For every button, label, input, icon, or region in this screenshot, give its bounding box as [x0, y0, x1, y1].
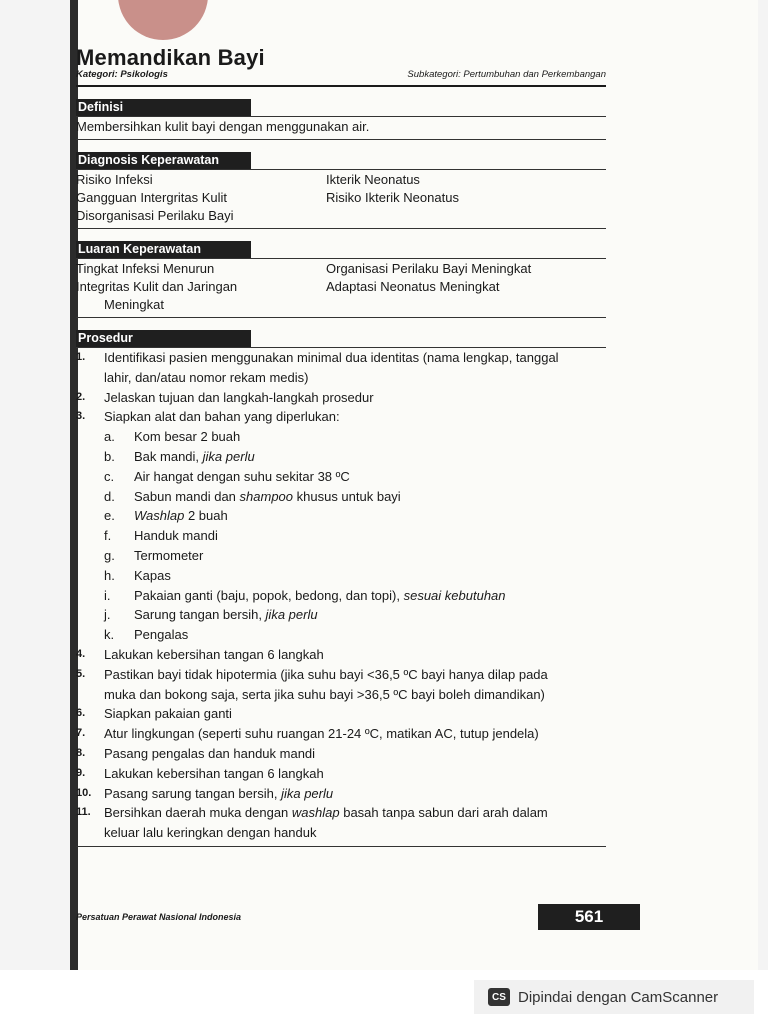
equipment-item: k. Pengalas — [104, 627, 189, 643]
equipment-list — [76, 427, 606, 645]
procedure-step: 4. Lakukan kebersihan tangan 6 langkah — [76, 646, 324, 662]
subkategori-label: Subkategori: Pertumbuhan dan Perkembangan — [407, 69, 606, 80]
meta-row — [76, 70, 606, 87]
procedure-step: 3. Siapkan alat dan bahan yang diperlukan: — [76, 409, 340, 425]
diagnosis-item: Risiko Ikterik Neonatus — [326, 190, 459, 205]
diagnosis-item: Disorganisasi Perilaku Bayi — [76, 208, 234, 223]
luaran-item: Meningkat — [104, 297, 164, 312]
kategori-label: Kategori: Psikologis — [76, 69, 168, 80]
section-label-definisi: Definisi — [76, 99, 251, 116]
section-diagnosis — [76, 152, 606, 229]
procedure-list — [76, 348, 606, 427]
equipment-item: i. Pakaian ganti (baju, popok, bedong, dan topi), sesuai kebutuhan — [104, 587, 506, 603]
equipment-item: b. Bak mandi, jika perlu — [104, 448, 255, 464]
footer-organization: Persatuan Perawat Nasional Indonesia — [76, 912, 242, 922]
equipment-item: g. Termometer — [104, 547, 204, 563]
scanner-text: Dipindai dengan CamScanner — [518, 988, 719, 1006]
procedure-step: 1. Identifikasi pasien menggunakan minimal dua identitas (nama lengkap, tanggal lahir, dan/atau nomor rekam medis) — [76, 350, 559, 385]
camscanner-icon: CS — [488, 988, 510, 1006]
equipment-item: h. Kapas — [104, 567, 171, 583]
section-luaran — [76, 241, 606, 318]
equipment-item: j. Sarung tangan bersih, jika perlu — [104, 607, 318, 623]
definisi-text: Membersihkan kulit bayi dengan menggunakan air. — [76, 119, 370, 134]
equipment-item: a. Kom besar 2 buah — [104, 429, 241, 445]
equipment-item: f. Handuk mandi — [104, 528, 218, 544]
section-label-luaran: Luaran Keperawatan — [76, 241, 251, 258]
procedure-step: 10. Pasang sarung tangan bersih, jika perlu — [76, 785, 334, 801]
procedure-step: 7. Atur lingkungan (seperti suhu ruangan 21-24 ºC, matikan AC, tutup jendela) — [76, 726, 539, 742]
scanner-watermark — [474, 980, 754, 1014]
section-label-diagnosis: Diagnosis Keperawatan — [76, 152, 251, 169]
diagnosis-item: Ikterik Neonatus — [326, 172, 420, 187]
diagnosis-item: Gangguan Intergritas Kulit — [76, 190, 228, 205]
section-prosedur — [76, 330, 606, 847]
section-definisi — [76, 99, 606, 140]
diagnosis-item: Risiko Infeksi — [76, 172, 153, 187]
section-label-prosedur: Prosedur — [76, 330, 251, 347]
procedure-step: 8. Pasang pengalas dan handuk mandi — [76, 745, 316, 761]
procedure-list-continued — [76, 645, 606, 843]
equipment-item: d. Sabun mandi dan shampoo khusus untuk bayi — [104, 488, 401, 504]
equipment-item: e. Washlap 2 buah — [104, 508, 228, 524]
luaran-item: Tingkat Infeksi Menurun — [76, 261, 215, 276]
procedure-step: 6. Siapkan pakaian ganti — [76, 706, 232, 722]
luaran-item: Organisasi Perilaku Bayi Meningkat — [326, 261, 532, 276]
luaran-item: Adaptasi Neonatus Meningkat — [326, 279, 500, 294]
procedure-step: 11. Bersihkan daerah muka dengan washlap basah tanpa sabun dari arah dalam keluar lalu keringkan dengan handuk — [76, 805, 548, 841]
page-title: Memandikan Bayi — [76, 45, 265, 70]
document-content — [76, 44, 606, 847]
equipment-item: c. Air hangat dengan suhu sekitar 38 ºC — [104, 468, 350, 484]
luaran-item: Integritas Kulit dan Jaringan — [76, 279, 238, 294]
page-footer — [76, 904, 640, 930]
procedure-step: 2. Jelaskan tujuan dan langkah-langkah prosedur — [76, 389, 374, 405]
procedure-step: 5. Pastikan bayi tidak hipotermia (jika suhu bayi <36,5 ºC bayi hanya dilap pada muka dan bokong saja, serta jika suhu bayi >36,5 ºC bayi boleh dimandikan) — [76, 666, 548, 702]
page-number: 561 — [538, 904, 640, 930]
procedure-step: 9. Lakukan kebersihan tangan 6 langkah — [76, 765, 324, 781]
